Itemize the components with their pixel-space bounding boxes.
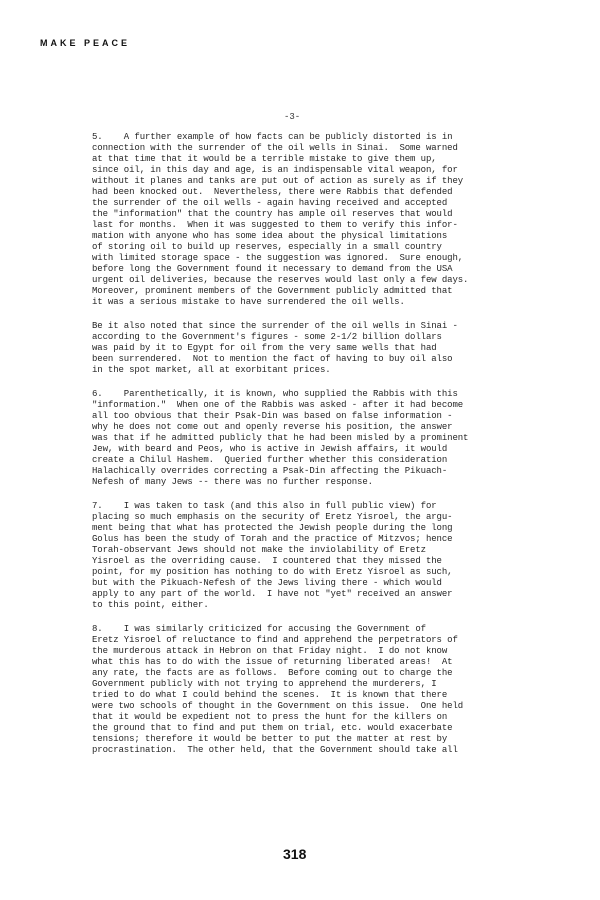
text-line: but with the Pikuach-Nefesh of the Jews living there - which would xyxy=(92,578,442,588)
text-line: last for months. When it was suggested to them to verify this infor- xyxy=(92,220,458,230)
paragraph-5-continued xyxy=(92,321,522,376)
text-line: had been knocked out. Nevertheless, there were Rabbis that defended xyxy=(92,187,453,197)
text-line: without it planes and tanks are put out of action as surely as if they xyxy=(92,176,464,186)
text-line: according to the Government's figures - some 2-1/2 billion dollars xyxy=(92,332,442,342)
document-body xyxy=(92,132,522,769)
text-line: Yisroel as the overriding cause. I countered that they missed the xyxy=(92,556,442,566)
text-line: point, for my position has nothing to do with Eretz Yisroel as such, xyxy=(92,567,453,577)
text-line: the "information" that the country has ample oil reserves that would xyxy=(92,209,453,219)
text-line: "information." When one of the Rabbis was asked - after it had become xyxy=(92,400,464,410)
text-line: apply to any part of the world. I have not "yet" received an answer xyxy=(92,589,453,599)
page-mark: -3- xyxy=(284,112,301,122)
text-line: the murderous attack in Hebron on that Friday night. I do not know xyxy=(92,646,448,656)
text-line: were two schools of thought in the Government on this issue. One held xyxy=(92,701,464,711)
text-line: 8. I was similarly criticized for accusing the Government of xyxy=(92,624,426,634)
text-line: was that if he admitted publicly that he had been misled by a prominent xyxy=(92,433,469,443)
text-line: Golus has been the study of Torah and the practice of Mitzvos; hence xyxy=(92,534,453,544)
text-line: why he does not come out and openly reverse his position, the answer xyxy=(92,422,453,432)
running-header: MAKE PEACE xyxy=(40,38,131,48)
text-line: any rate, the facts are as follows. Before coming out to charge the xyxy=(92,668,453,678)
text-line: was paid by it to Egypt for oil from the very same wells that had xyxy=(92,343,437,353)
text-line: at that time that it would be a terrible mistake to give them up, xyxy=(92,154,437,164)
text-line: 5. A further example of how facts can be publicly distorted is in xyxy=(92,132,453,142)
text-line: Eretz Yisroel of reluctance to find and apprehend the perpetrators of xyxy=(92,635,458,645)
paragraph-8 xyxy=(92,624,522,756)
text-line: procrastination. The other held, that the Government should take all xyxy=(92,745,458,755)
text-line: been surrendered. Not to mention the fact of having to buy oil also xyxy=(92,354,453,364)
paragraph-5 xyxy=(92,132,522,308)
text-line: tensions; therefore it would be better to put the matter at rest by xyxy=(92,734,448,744)
text-line: Government publicly with not trying to apprehend the murderers, I xyxy=(92,679,437,689)
text-line: 7. I was taken to task (and this also in full public view) for xyxy=(92,501,437,511)
text-line: 6. Parenthetically, it is known, who supplied the Rabbis with this xyxy=(92,389,458,399)
text-line: tried to do what I could behind the scenes. It is known that there xyxy=(92,690,448,700)
text-line: placing so much emphasis on the security of Eretz Yisroel, the argu- xyxy=(92,512,453,522)
paragraph-7 xyxy=(92,501,522,611)
text-line: it was a serious mistake to have surrendered the oil wells. xyxy=(92,297,405,307)
text-line: the surrender of the oil wells - again having received and accepted xyxy=(92,198,448,208)
text-line: what this has to do with the issue of returning liberated areas! At xyxy=(92,657,453,667)
text-line: Halachically overrides correcting a Psak-Din affecting the Pikuach- xyxy=(92,466,448,476)
text-line: mation with anyone who has some idea about the physical limitations xyxy=(92,231,448,241)
text-line: since oil, in this day and age, is an indispensable vital weapon, for xyxy=(92,165,458,175)
text-line: connection with the surrender of the oil wells in Sinai. Some warned xyxy=(92,143,458,153)
text-line: Jew, with beard and Peos, who is active in Jewish affairs, it would xyxy=(92,444,448,454)
text-line: Be it also noted that since the surrender of the oil wells in Sinai - xyxy=(92,321,458,331)
text-line: to this point, either. xyxy=(92,600,209,610)
text-line: the ground that to find and put them on trial, etc. would exacerbate xyxy=(92,723,453,733)
text-line: ment being that what has protected the Jewish people during the long xyxy=(92,523,453,533)
text-line: create a Chilul Hashem. Queried further whether this consideration xyxy=(92,455,448,465)
text-line: Nefesh of many Jews -- there was no further response. xyxy=(92,477,373,487)
text-line: that it would be expedient not to press the hunt for the killers on xyxy=(92,712,448,722)
text-line: in the spot market, all at exorbitant prices. xyxy=(92,365,331,375)
text-line: Moreover, prominent members of the Government publicly admitted that xyxy=(92,286,453,296)
text-line: with limited storage space - the suggestion was ignored. Sure enough, xyxy=(92,253,464,263)
text-line: Torah-observant Jews should not make the inviolability of Eretz xyxy=(92,545,426,555)
text-line: all too obvious that their Psak-Din was based on false information - xyxy=(92,411,453,421)
text-line: of storing oil to build up reserves, especially in a small country xyxy=(92,242,442,252)
text-line: urgent oil deliveries, because the reserves would last only a few days. xyxy=(92,275,469,285)
page-number: 318 xyxy=(283,846,307,862)
paragraph-6 xyxy=(92,389,522,488)
text-line: before long the Government found it necessary to demand from the USA xyxy=(92,264,453,274)
